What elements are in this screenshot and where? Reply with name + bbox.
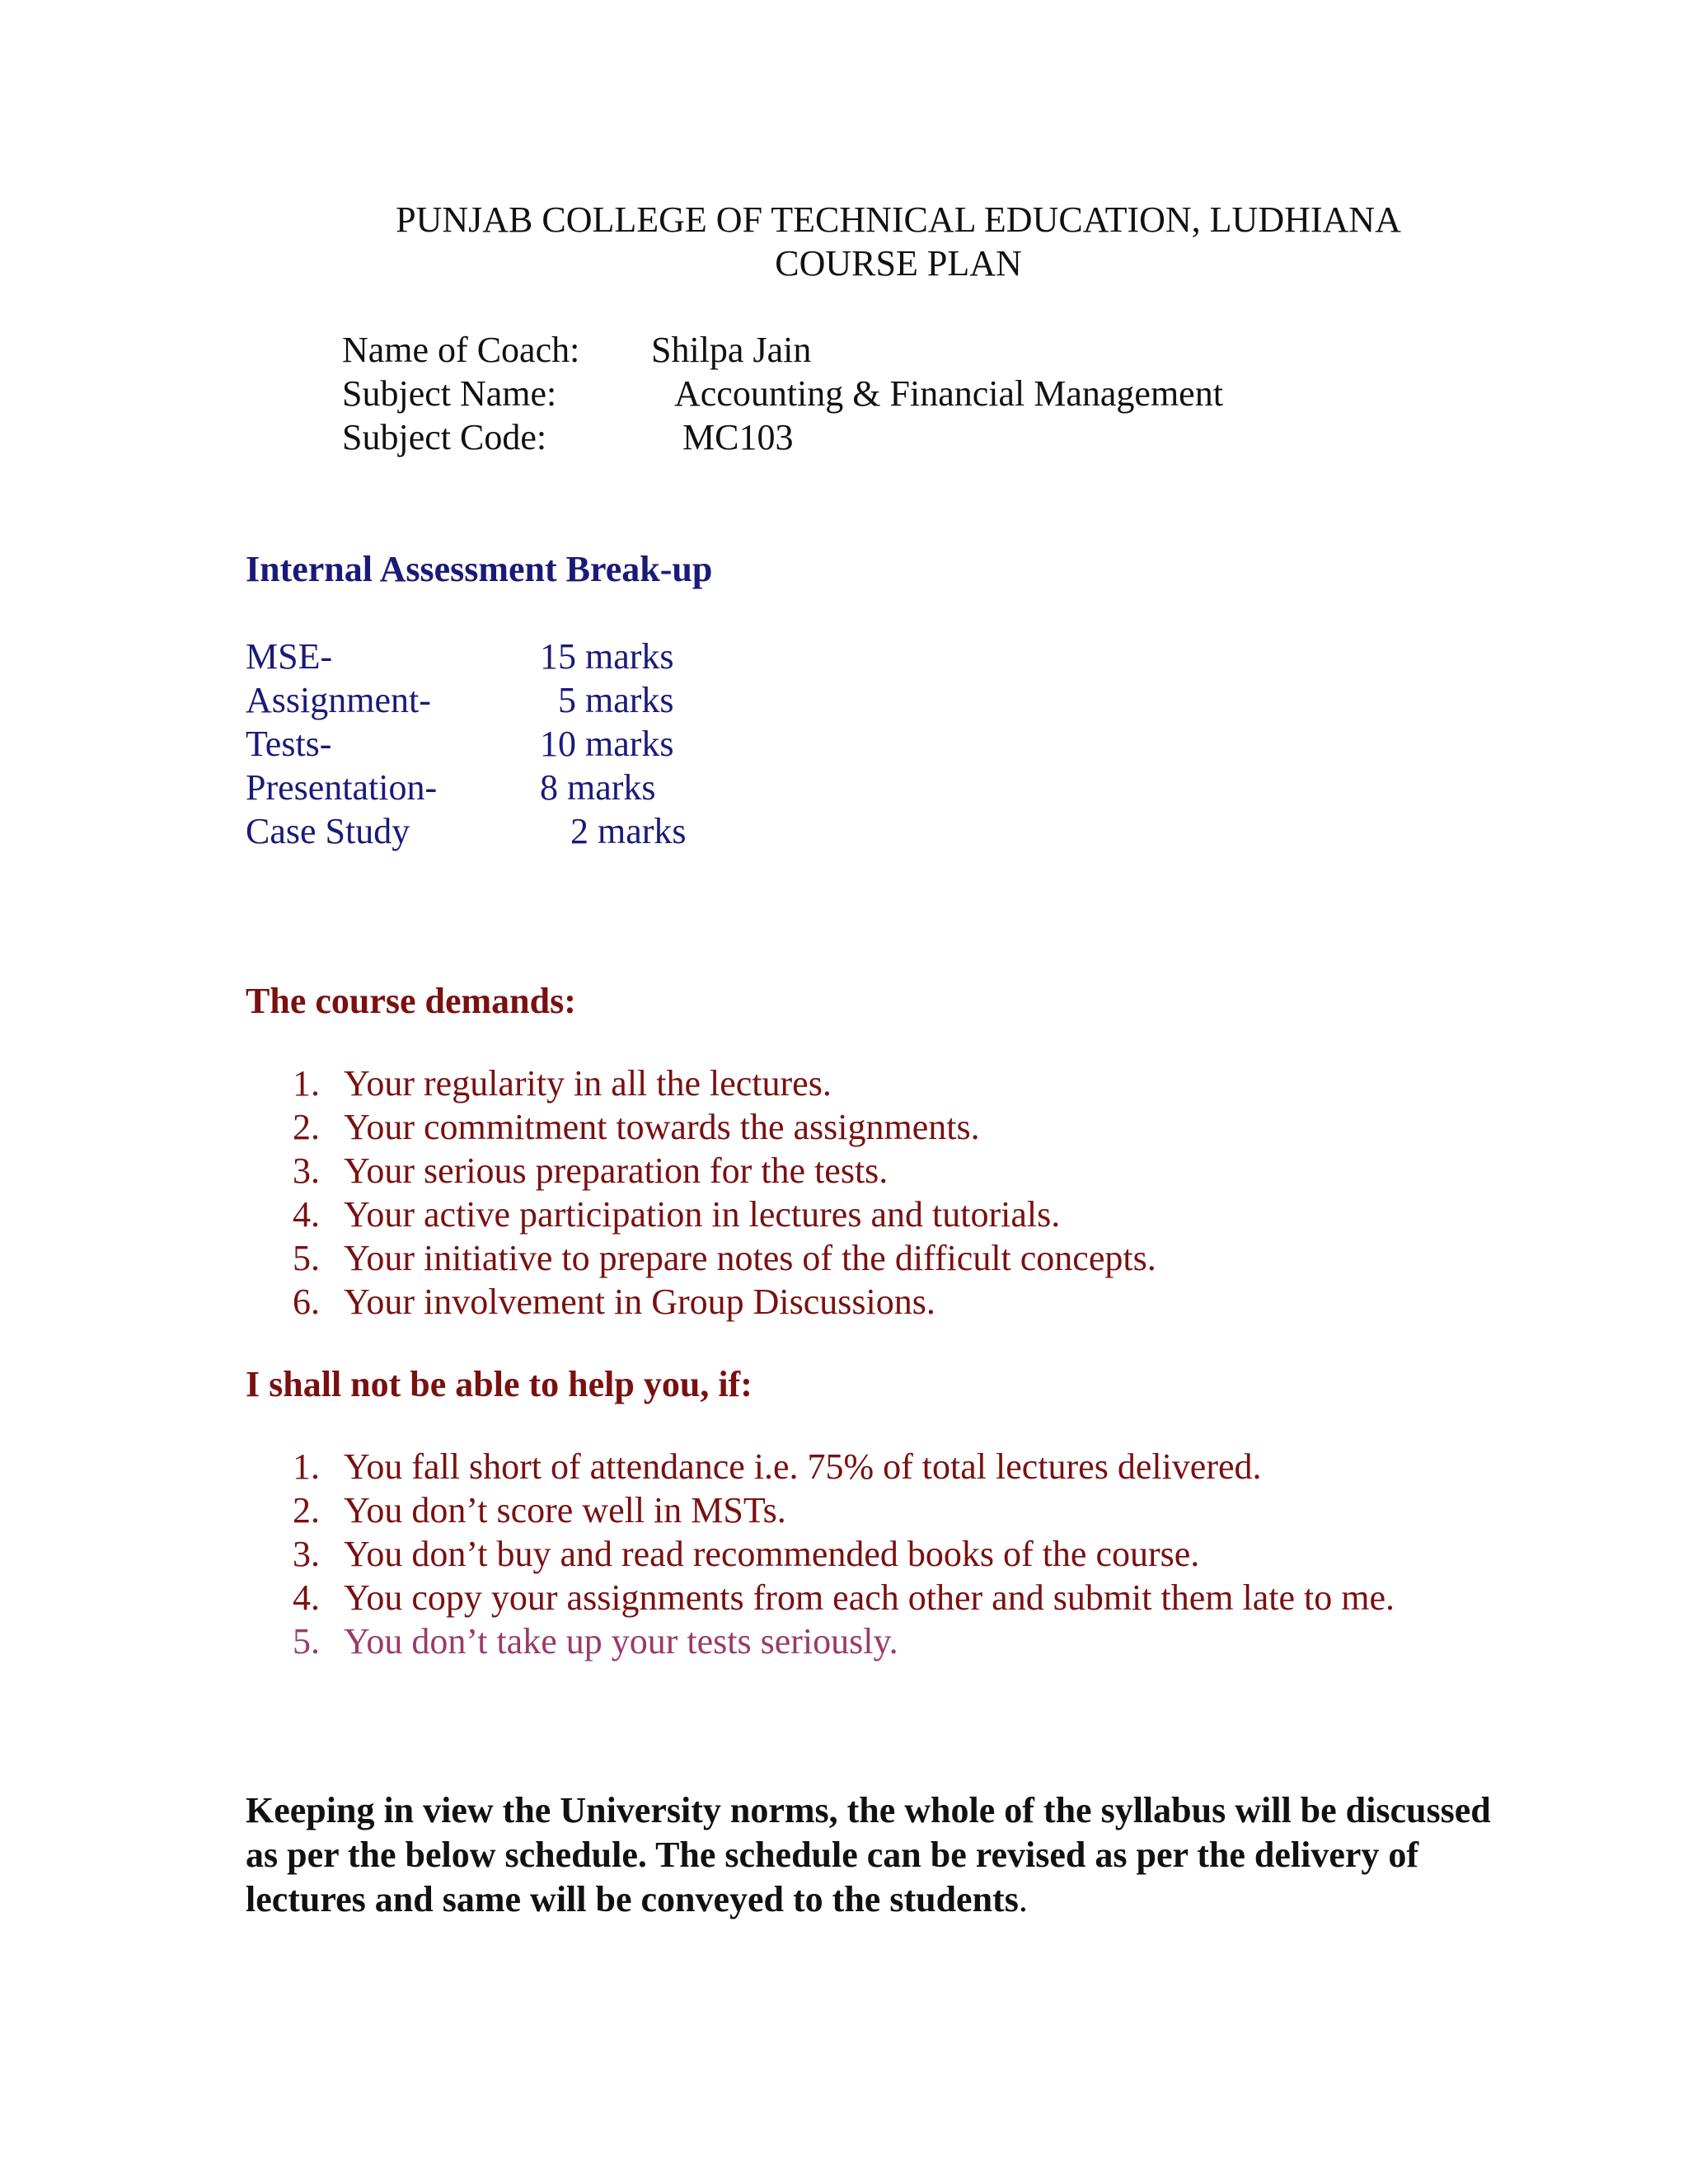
list-item: You don’t take up your tests seriously. — [344, 1621, 898, 1661]
list-item-number: 6. — [293, 1282, 320, 1322]
help-heading: I shall not be able to help you, if: — [246, 1364, 753, 1404]
list-item: You don’t score well in MSTs. — [344, 1490, 786, 1530]
list-item-number: 4. — [293, 1194, 320, 1235]
college-name: PUNJAB COLLEGE OF TECHNICAL EDUCATION, LUDHIANA — [396, 199, 1401, 240]
list-item-number: 4. — [293, 1577, 320, 1618]
list-item: Your commitment towards the assignments. — [344, 1107, 980, 1147]
coach-value: Shilpa Jain — [651, 330, 812, 370]
list-item-number: 1. — [293, 1446, 320, 1487]
list-item: You don’t buy and read recommended books of the course. — [344, 1534, 1200, 1574]
code-label: Subject Code: — [342, 417, 547, 457]
assessment-value-mse: 15 marks — [540, 636, 674, 677]
list-item-number: 2. — [293, 1490, 320, 1530]
list-item: Your initiative to prepare notes of the difficult concepts. — [344, 1238, 1156, 1278]
coach-label: Name of Coach: — [342, 330, 580, 370]
assessment-value-assignment: 5 marks — [558, 680, 674, 720]
list-item-number: 2. — [293, 1107, 320, 1147]
list-item: You fall short of attendance i.e. 75% of total lectures delivered. — [344, 1446, 1262, 1487]
list-item: Your regularity in all the lectures. — [344, 1063, 832, 1104]
list-item-number: 1. — [293, 1063, 320, 1104]
closing-period: . — [1018, 1879, 1028, 1919]
assessment-label-presentation: Presentation- — [246, 767, 438, 808]
assessment-label-assignment: Assignment- — [246, 680, 431, 720]
assessment-label-mse: MSE- — [246, 636, 333, 677]
page-title: COURSE PLAN — [775, 243, 1022, 284]
assessment-label-case-study: Case Study — [246, 811, 410, 851]
assessment-label-tests: Tests- — [246, 724, 332, 764]
subject-value: Accounting & Financial Management — [674, 373, 1223, 414]
list-item-number: 5. — [293, 1238, 320, 1278]
code-value: MC103 — [682, 417, 794, 457]
list-item: Your involvement in Group Discussions. — [344, 1282, 935, 1322]
closing-text: Keeping in view the University norms, the whole of the syllabus will be discussed as per the below schedule. The schedule can be revised as per the delivery of lectures and same will be conveyed to the students — [246, 1790, 1491, 1919]
subject-label: Subject Name: — [342, 373, 557, 414]
assessment-heading: Internal Assessment Break-up — [246, 549, 713, 589]
assessment-value-presentation: 8 marks — [540, 767, 656, 808]
assessment-value-tests: 10 marks — [540, 724, 674, 764]
list-item-number: 3. — [293, 1534, 320, 1574]
assessment-value-case-study: 2 marks — [570, 811, 687, 851]
list-item: You copy your assignments from each other and submit them late to me. — [344, 1577, 1395, 1618]
closing-paragraph — [246, 1788, 1531, 1922]
list-item-number: 3. — [293, 1151, 320, 1191]
demands-heading: The course demands: — [246, 981, 576, 1021]
list-item-number: 5. — [293, 1621, 320, 1661]
list-item: Your serious preparation for the tests. — [344, 1151, 889, 1191]
list-item: Your active participation in lectures and tutorials. — [344, 1194, 1061, 1235]
